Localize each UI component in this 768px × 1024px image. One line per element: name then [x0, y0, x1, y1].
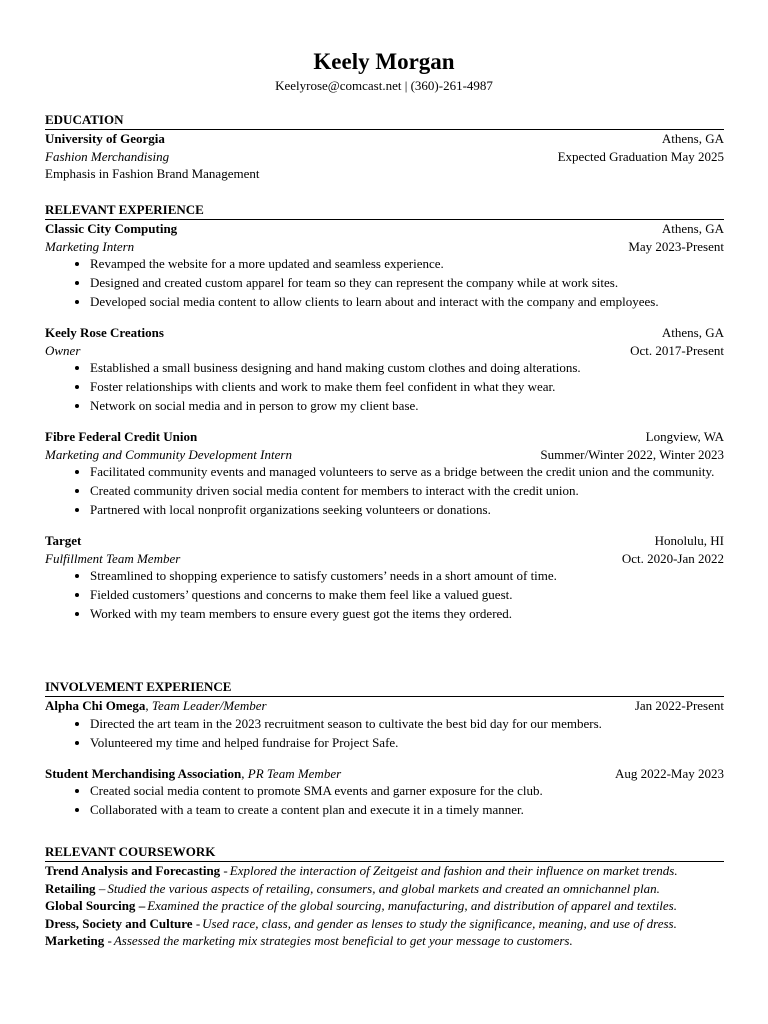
course-separator: - — [223, 863, 228, 878]
course-name: Global Sourcing — [45, 898, 136, 913]
bullet-item: • Facilitated community events and managed volunteers to serve as a bridge between the credit union and the community. — [90, 463, 724, 480]
school-row — [45, 130, 724, 148]
bullet-list — [45, 782, 724, 818]
course-description: Assessed the marketing mix strategies most beneficial to get your message to customers. — [113, 933, 573, 948]
organization: Target — [45, 533, 82, 548]
course-item — [45, 880, 724, 898]
role: Marketing and Community Development Intern — [45, 446, 292, 462]
school-location: Athens, GA — [661, 131, 724, 146]
entry-header-row — [45, 428, 724, 446]
bullet-item: • Created community driven social media content for members to interact with the credit union. — [90, 482, 724, 499]
role: Fulfillment Team Member — [45, 550, 181, 566]
course-item — [45, 862, 724, 880]
course-name: Trend Analysis and Forecasting — [45, 863, 221, 878]
dates: Summer/Winter 2022, Winter 2023 — [540, 446, 724, 462]
role: Marketing Intern — [45, 238, 135, 254]
bullet-item: • Developed social media content to allow clients to learn about and interact with the company and employees. — [90, 293, 724, 310]
role: Owner — [45, 342, 81, 358]
entry-role-row — [45, 342, 724, 360]
course-item — [45, 897, 724, 915]
involvement-entry — [45, 765, 724, 819]
bullet-item: • Partnered with local nonprofit organizations seeking volunteers or donations. — [90, 501, 724, 518]
course-separator: - — [195, 915, 201, 931]
major-row — [45, 148, 724, 166]
bullet-item: • Network on social media and in person to grow my client base. — [90, 397, 724, 414]
bullet-item: • Created social media content to promote SMA events and garner exposure for the club. — [90, 782, 724, 799]
experience-entry — [45, 532, 724, 622]
bullet-item: • Collaborated with a team to create a content plan and execute it in a timely manner. — [90, 801, 724, 818]
emphasis: Emphasis in Fashion Brand Management — [45, 166, 260, 181]
course-separator: – — [98, 880, 106, 896]
entry-role-row — [45, 550, 724, 568]
entry-header-row — [45, 220, 724, 238]
location: Longview, WA — [645, 429, 724, 444]
entry-role-row — [45, 238, 724, 256]
bullet-item: • Revamped the website for a more updated and seamless experience. — [90, 255, 724, 272]
dates: Jan 2022-Present — [634, 698, 724, 713]
entry-header-row — [45, 697, 724, 715]
course-item — [45, 915, 724, 933]
course-description: Examined the practice of the global sourcing, manufacturing, and distribution of apparel and textiles. — [147, 898, 677, 913]
entry-header-row — [45, 532, 724, 550]
dates: May 2023-Present — [628, 238, 724, 254]
bullet-item: • Directed the art team in the 2023 recruitment season to cultivate the best bid day for our members. — [90, 715, 724, 732]
course-separator: – — [138, 898, 146, 913]
coursework-section — [45, 843, 724, 950]
entry-header-row — [45, 324, 724, 342]
organization: Fibre Federal Credit Union — [45, 429, 198, 444]
course-description: Studied the various aspects of retailing, consumers, and global markets and created an omnichannel plan. — [107, 880, 660, 896]
bullet-item: • Volunteered my time and helped fundraise for Project Safe. — [90, 734, 724, 751]
course-item — [45, 932, 724, 950]
course-name: Retailing — [45, 880, 96, 896]
emphasis-row — [45, 165, 724, 183]
location: Athens, GA — [661, 221, 724, 236]
entry-role-row — [45, 446, 724, 464]
school-name: University of Georgia — [45, 131, 165, 146]
bullet-item: • Established a small business designing and hand making custom clothes and doing alterations. — [90, 359, 724, 376]
contact-info: Keelyrose@comcast.net | (360)-261-4987 — [275, 78, 493, 93]
organization: Classic City Computing — [45, 221, 178, 236]
section-title: RELEVANT EXPERIENCE — [45, 201, 724, 220]
org-role: Alpha Chi Omega, Team Leader/Member — [45, 698, 267, 713]
course-separator: - — [107, 933, 112, 948]
course-description: Explored the interaction of Zeitgeist and fashion and their influence on market trends. — [229, 863, 678, 878]
bullet-list — [45, 567, 724, 622]
location: Honolulu, HI — [654, 533, 724, 548]
bullet-item: • Designed and created custom apparel for team so they can represent the company while at work sites. — [90, 274, 724, 291]
section-title: EDUCATION — [45, 111, 724, 130]
resume-header — [0, 48, 768, 94]
role: Team Leader/Member — [151, 698, 267, 713]
major: Fashion Merchandising — [45, 148, 170, 164]
bullet-item: • Fielded customers’ questions and concerns to make them feel like a valued guest. — [90, 586, 724, 603]
education-section — [45, 111, 724, 183]
bullet-list — [45, 715, 724, 751]
course-name: Marketing — [45, 933, 105, 948]
section-title: RELEVANT COURSEWORK — [45, 843, 724, 862]
bullet-item: • Foster relationships with clients and work to make them feel confident in what they wear. — [90, 378, 724, 395]
bullet-list — [45, 255, 724, 310]
involvement-section — [45, 678, 724, 820]
experience-section — [45, 201, 724, 624]
involvement-entry — [45, 697, 724, 751]
experience-entry — [45, 324, 724, 414]
organization: Keely Rose Creations — [45, 325, 164, 340]
section-title: INVOLVEMENT EXPERIENCE — [45, 678, 724, 697]
bullet-item: • Worked with my team members to ensure every guest got the items they ordered. — [90, 605, 724, 622]
role: PR Team Member — [247, 765, 342, 781]
course-name: Dress, Society and Culture — [45, 915, 193, 931]
experience-entry — [45, 428, 724, 518]
entry-header-row — [45, 765, 724, 783]
organization: Alpha Chi Omega — [45, 698, 146, 713]
course-description: Used race, class, and gender as lenses to study the significance, meaning, and use of dress. — [202, 915, 677, 931]
location: Athens, GA — [661, 325, 724, 340]
bullet-list — [45, 463, 724, 518]
dates: Aug 2022-May 2023 — [614, 765, 724, 781]
candidate-name: Keely Morgan — [313, 49, 455, 74]
graduation-date: Expected Graduation May 2025 — [557, 148, 724, 164]
organization: Student Merchandising Association — [45, 765, 242, 781]
bullet-list — [45, 359, 724, 414]
experience-entry — [45, 220, 724, 310]
dates: Oct. 2020-Jan 2022 — [621, 550, 724, 566]
dates: Oct. 2017-Present — [630, 342, 724, 358]
org-role: Student Merchandising Association, PR Team Member — [45, 765, 342, 781]
bullet-item: • Streamlined to shopping experience to satisfy customers’ needs in a short amount of time. — [90, 567, 724, 584]
